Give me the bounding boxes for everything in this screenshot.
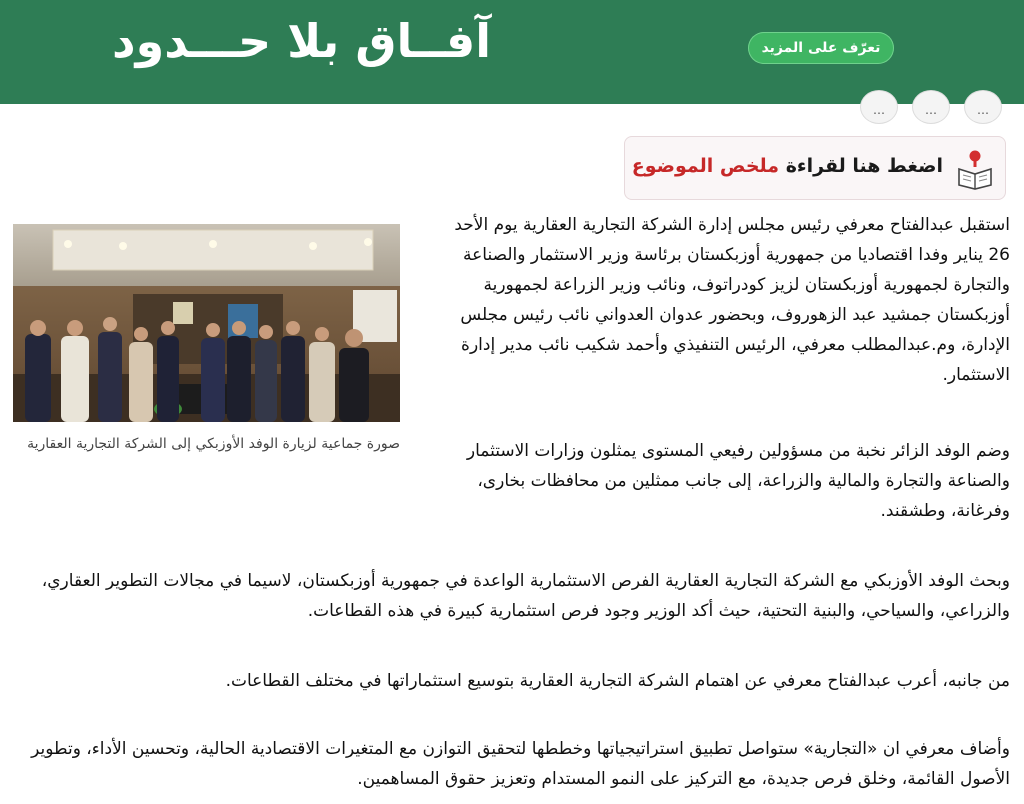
share-icon[interactable]: ⋯ [912,90,950,124]
photo-caption: صورة جماعية لزيارة الوفد الأوزبكي إلى الشركة التجارية العقارية [27,436,400,452]
article-paragraph: وأضاف معرفي ان «التجارية» ستواصل تطبيق استراتيجياتها وخططها لتحقيق التوازن مع المتغيرات الاقتصادية الحالية، وتحسين الأداء، وتطوير الأصول القائمة، وخلق فرص جديدة، مع التركيز على النمو المستدام وتعزيز حقوق المساهمين. [31,739,1010,789]
share-buttons [850,104,1024,124]
book-reading-icon [955,147,995,191]
share-icon[interactable]: ⋯ [860,90,898,124]
learn-more-button[interactable]: تعرّف على المزيد [748,32,894,64]
share-icon[interactable]: ⋯ [964,90,1002,124]
article-paragraph: وضم الوفد الزائر نخبة من مسؤولين رفيعي المستوى يمثلون وزارات الاستثمار والصناعة والتجارة والمالية والزراعة، إلى جانب ممثلين من محافظات بخارى، وفرغانة، وطشقند. [466,441,1010,521]
summary-text[interactable] [632,155,943,177]
banner-title: آفــاق بلا حـــدود [112,14,492,68]
summary-lead: اضغط هنا لقراءة [785,155,943,177]
article-paragraph: من جانبه، أعرب عبدالفتاح معرفي عن اهتمام الشركة التجارية العقارية بتوسيع استثماراتها في مختلف القطاعات. [225,671,1010,691]
summary-link[interactable]: ملخص الموضوع [631,155,780,177]
promo-banner[interactable] [0,0,1024,104]
summary-link-box[interactable] [624,136,1006,200]
article-paragraph: وبحث الوفد الأوزبكي مع الشركة التجارية العقارية الفرص الاستثمارية الواعدة في جمهورية أوزبكستان، لاسيما في مجالات التطوير العقاري، والزراعي، والسياحي، والبنية التحتية، حيث أكد الوزير وجود فرص استثمارية كبيرة في هذه القطاعات. [41,571,1010,621]
article-paragraph: استقبل عبدالفتاح معرفي رئيس مجلس إدارة الشركة التجارية العقارية يوم الأحد 26 يناير وفدا اقتصاديا من جمهورية أوزبكستان برئاسة وزير الاستثمار والصناعة والتجارة لجمهورية أوزبكستان لزيز كودراتوف، ونائب وزير الزراعة لجمهورية أوزبكستان جمشيد عبد الزهوروف، وبحضور عدوان العدواني نائب رئيس مجلس الإدارة، وم.عبدالمطلب معرفي، الرئيس التنفيذي وأحمد شكيب نائب مدير إدارة الاستثمار. [454,215,1010,385]
article-photo [13,224,400,422]
